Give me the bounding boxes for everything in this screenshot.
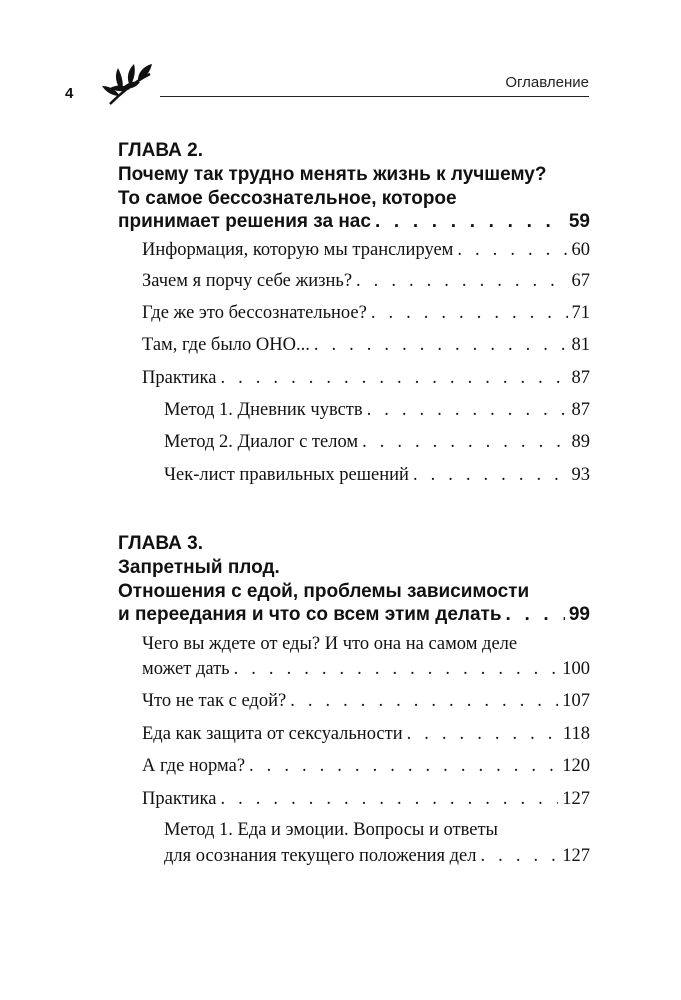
toc-entry-title: Информация, которую мы транслируем [142, 240, 454, 260]
toc-subentry[interactable] [164, 400, 590, 421]
toc-entry-title: Практика [142, 789, 217, 809]
toc-entry-title: Еда как защита от сексуальности [142, 724, 403, 744]
chapter-2-heading [118, 139, 590, 211]
toc-entry-line-1: Чего вы ждете от еды? И что она на самом деле [142, 634, 518, 654]
leaf-branch-icon [100, 62, 160, 106]
toc-entry-title: может дать [142, 659, 230, 679]
toc-entry-title: А где норма? [142, 756, 246, 776]
leader-dots [314, 335, 568, 356]
leader-dots [234, 659, 559, 680]
toc-entry[interactable] [142, 303, 590, 324]
leader-dots [375, 211, 565, 233]
chapter-3-title-row[interactable] [118, 604, 590, 626]
leader-dots [367, 400, 568, 421]
chapter-3-title-line-1: Запретный плод. [118, 557, 280, 578]
toc-entry-page: 127 [562, 789, 590, 809]
leader-dots [413, 465, 568, 486]
toc-entry-page: 107 [562, 691, 590, 711]
toc-entry-page: 60 [571, 240, 590, 260]
toc-entry-page: 87 [571, 400, 590, 420]
toc-entry[interactable] [142, 659, 590, 680]
toc-entry-page: 71 [571, 303, 590, 323]
chapter-2-label: ГЛАВА 2. [118, 140, 203, 161]
chapter-3-label: ГЛАВА 3. [118, 533, 203, 554]
chapter-2-title-line-2: То самое бессознательное, которое [118, 188, 457, 209]
chapter-2-title-line-1: Почему так трудно менять жизнь к лучшему? [118, 164, 547, 185]
toc-entry-page: 67 [571, 271, 590, 291]
toc-entry[interactable] [142, 789, 590, 810]
toc-entry-page: 89 [571, 432, 590, 452]
toc-subentry[interactable] [164, 846, 590, 867]
leader-dots [481, 846, 559, 867]
toc-entry-title: Где же это бессознательное? [142, 303, 367, 323]
toc-entry-title: Метод 1. Дневник чувств [164, 400, 363, 420]
toc-entry-title: Метод 2. Диалог с телом [164, 432, 359, 452]
toc-entry-title: для осознания текущего положения дел [164, 846, 477, 866]
toc-subentry[interactable] [164, 465, 590, 486]
chapter-3-title-line-2: Отношения с едой, проблемы зависимости [118, 581, 530, 602]
toc-entry[interactable] [142, 724, 590, 745]
toc-entry-page: 87 [571, 368, 590, 388]
leader-dots [371, 303, 568, 324]
chapter-3-heading [118, 532, 590, 604]
leader-dots [220, 789, 558, 810]
header-rule [160, 96, 589, 97]
toc-entry-page: 120 [562, 756, 590, 776]
toc-entry-page: 127 [562, 846, 590, 866]
chapter-3-page: 99 [568, 604, 590, 625]
toc-entry-title: Что не так с едой? [142, 691, 287, 711]
toc-entry[interactable] [142, 756, 590, 777]
toc-entry-title: Там, где было ОНО... [142, 335, 310, 355]
leader-dots [362, 432, 567, 453]
page-number: 4 [65, 85, 74, 102]
leader-dots [290, 691, 558, 712]
toc-subentry-line-1: Метод 1. Еда и эмоции. Вопросы и ответы [164, 820, 498, 840]
leader-dots [356, 271, 567, 292]
toc-entry-page: 118 [562, 724, 590, 744]
leader-dots [220, 368, 567, 389]
leader-dots [249, 756, 558, 777]
chapter-3-title-line-3: и переедания и что со всем этим делать [118, 604, 502, 625]
chapter-2-page: 59 [568, 211, 590, 232]
chapter-2-title-line-3: принимает решения за нас [118, 211, 371, 232]
toc-entry-title: Зачем я порчу себе жизнь? [142, 271, 353, 291]
toc-entry[interactable] [142, 271, 590, 292]
leader-dots [457, 240, 567, 261]
toc-entry[interactable] [142, 368, 590, 389]
running-header-title: Оглавление [505, 74, 589, 91]
toc-entry-title: Практика [142, 368, 217, 388]
leader-dots [506, 604, 565, 626]
toc-entry-page: 93 [571, 465, 590, 485]
leader-dots [407, 724, 559, 745]
toc-subentry[interactable] [164, 432, 590, 453]
toc-entry[interactable] [142, 240, 590, 261]
chapter-2-title-row[interactable] [118, 211, 590, 233]
toc-entry-title: Чек-лист правильных решений [164, 465, 409, 485]
toc-entry-page: 81 [571, 335, 590, 355]
toc-entry-page: 100 [562, 659, 590, 679]
toc-entry[interactable] [142, 335, 590, 356]
toc-entry[interactable] [142, 691, 590, 712]
